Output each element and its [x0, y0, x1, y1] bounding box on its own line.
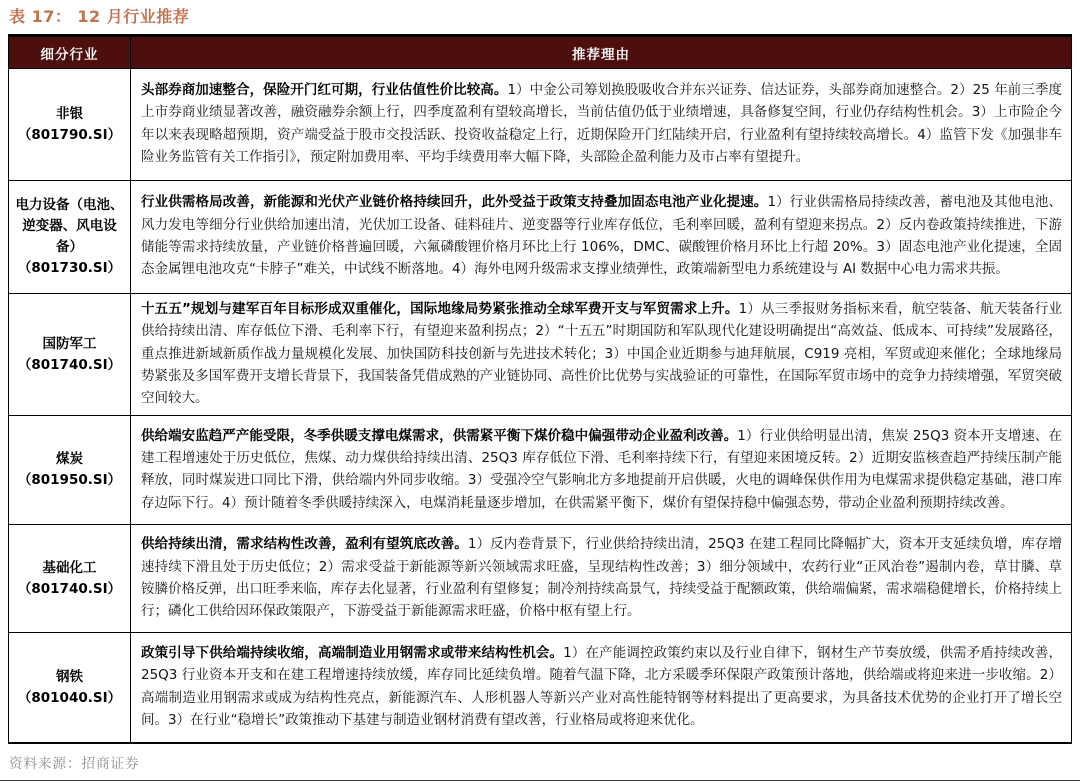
industry-code: （801790.SI） — [17, 126, 122, 143]
table-row-guofang-jungong — [9, 294, 1072, 416]
industry-cell — [9, 294, 131, 416]
reason-cell — [131, 294, 1072, 416]
industry-name: 电力设备（电池、逆变器、风电设备） — [15, 197, 124, 255]
reason-body: 1）从三季报财务指标来看，航空装备、航天装备行业供给持续出清、库存低位下滑、毛利率下行，有望迎来盈利拐点；2）“十五五”时期国防和军队现代化建设明确提出“高效益、低成本、可持续”发展路径，重点推进新域新质作战力量规模化发展、加快国防科技创新与先进技术转化；3）中国企业近期参与迪拜航展，C919 亮相，军贸或迎来催化；全球地缘局势紧张及多国军费开支增长背景下，我国装备凭借成熟的产业链协同、高性价比优势与实战验证的可靠性，在国际军贸市场中的竞争力持续增强，军贸突破空间较大。 — [141, 301, 1062, 407]
industry-recommendation-table — [8, 34, 1072, 744]
industry-name: 非银 — [56, 105, 83, 122]
header-row — [9, 36, 1072, 69]
industry-name: 基础化工 — [42, 559, 97, 576]
table-row-jichu-huagong — [9, 525, 1072, 633]
reason-lead: 十五五”规划与建军百年目标形成双重催化，国际地缘局势紧张推动全球军费开支与军贸需求上升。 — [141, 301, 739, 317]
reason-cell — [131, 69, 1072, 181]
table-body — [9, 69, 1072, 743]
table-row-dianli-shebei — [9, 181, 1072, 294]
reason-lead: 头部券商加速整合，保险开门红可期，行业估值性价比较高。 — [141, 81, 508, 98]
reason-lead: 行业供需格局改善，新能源和光伏产业链价格持续回升，此外受益于政策支持叠加固态电池产业化提速。 — [141, 194, 768, 211]
reason-lead: 供给端安监趋严产能受限，冬季供暖支撑电煤需求，供需紧平衡下煤价稳中偏强带动企业盈利改善。 — [141, 427, 738, 444]
reason-body: 1）反内卷背景下，行业供给持续出清，25Q3 在建工程同比降幅扩大，资本开支延续负增，库存增速持续下滑且处于历史低位；2）需求受益于新能源等新兴领域需求旺盛，呈现结构性改善；3）细分领域中，农药行业“正风治卷”遏制内卷，草甘膦、草铵膦价格反弹，出口旺季来临，库存去化显著，行业盈利有望修复；制冷剂持续高景气，持续受益于配额政策，供给端偏紧，需求端稳健增长，价格持续上行；磷化工供给因环保政策限产，下游受益于新能源需求旺盛，价格中枢有望上行。 — [141, 536, 1063, 620]
industry-name: 煤炭 — [56, 451, 83, 468]
reason-body: 1）中金公司筹划换股吸收合并东兴证券、信达证券，头部券商加速整合。2）25 年前三季度上市券商业绩显著改善，融资融券余额上行，四季度盈利有望较高增长，当前估值仍低于业绩增速，具备修复空间，行业仍存结构性机会。3）上市险企今年以来表现略超预期，资产端受益于股市交投活跃、投资收益稳定上行，近期保险开门红陆续开启，行业盈利有望持续较高增长。4）监管下发《加强非车险业务监管有关工作指引》，预定附加费用率、平均手续费用率大幅下降，头部险企盈利能力及市占率有望提升。 — [141, 81, 1062, 165]
table-row-meitan — [9, 416, 1072, 525]
reason-lead: 政策引导下供给端持续收缩，高端制造业用钢需求或带来结构性机会。 — [141, 645, 564, 662]
industry-code: （801740.SI） — [17, 356, 122, 373]
table-header — [9, 36, 1072, 69]
table-title: 表 17： 12 月行业推荐 — [9, 7, 190, 26]
industry-code: （801730.SI） — [17, 260, 122, 276]
table-row-feiyin — [9, 69, 1072, 181]
industry-cell — [9, 633, 131, 743]
industry-code: （801040.SI） — [17, 689, 122, 706]
header-cell-industry: 细分行业 — [9, 36, 131, 69]
reason-cell — [131, 416, 1072, 525]
reason-body: 1）行业供需格局持续改善，蓄电池及其他电池、风力发电等细分行业供给加速出清，光伏加工设备、硅料硅片、逆变器等行业库存低位，毛利率回暖，盈利有望迎来拐点。2）反内卷政策持续推进，下游储能等需求持续放量，产业链价格普遍回暖，六氟磷酸锂价格月环比上行 106%，DMC、碳酸锂价格月环比上行超 20%。3）固态电池产业化提速，全固态金属锂电池攻克“卡脖子”难关，中试线不断落地。4）海外电网升级需求支撑业绩弹性，政策端新型电力系统建设与 AI 数据中心电力需求共振。 — [141, 194, 1063, 278]
industry-name: 国防军工 — [42, 335, 97, 352]
table-row-gangtie — [9, 633, 1072, 743]
industry-cell — [9, 416, 131, 525]
industry-name: 钢铁 — [56, 668, 83, 685]
industry-cell — [9, 69, 131, 181]
reason-body: 1）行业供给明显出清，焦炭 25Q3 资本开支增速、在建工程增速处于历史低位，焦煤、动力煤供给持续出清、25Q3 库存低位下滑、毛利率持续下行，有望迎来困境反转。2）近期安监核查趋严持续压制产能释放，同时煤炭进口同比下滑，供给端内外同步收缩。3）受强冷空气影响北方多地提前开启供暖，火电的调峰保供作用为电煤需求提供稳定基础，港口库存边际下行。4）预计随着冬季供暖持续深入，电煤消耗量逐步增加，在供需紧平衡下，煤价有望保持稳中偏强态势，带动企业盈利预期持续改善。 — [141, 427, 1062, 511]
header-cell-reason: 推荐理由 — [131, 36, 1072, 69]
industry-cell — [9, 525, 131, 633]
reason-lead: 供给持续出清，需求结构性改善，盈利有望筑底改善。 — [141, 536, 468, 553]
industry-cell — [9, 181, 131, 294]
industry-code: （801950.SI） — [17, 472, 122, 489]
source-note: 资料来源：招商证券 — [9, 755, 140, 772]
industry-code: （801740.SI） — [17, 580, 122, 597]
reason-body: 1）在产能调控政策约束以及行业自律下，钢材生产节奏放缓，供需矛盾持续改善，25Q3 行业资本开支和在建工程增速持续放缓，库存同比延续负增。随着气温下降，北方采暖季环保限产政策预计落地，供给端或将迎来进一步收缩。2）高端制造业用钢需求或成为结构性亮点，新能源汽车、人形机器人等新兴产业对高性能特钢等材料提出了更高要求，为具备技术优势的企业打开了增长空间。3）在行业“稳增长”政策推动下基建与制造业钢材消费有望改善，行业格局或将迎来优化。 — [141, 645, 1063, 729]
reason-cell — [131, 633, 1072, 743]
reason-cell — [131, 181, 1072, 294]
reason-cell — [131, 525, 1072, 633]
